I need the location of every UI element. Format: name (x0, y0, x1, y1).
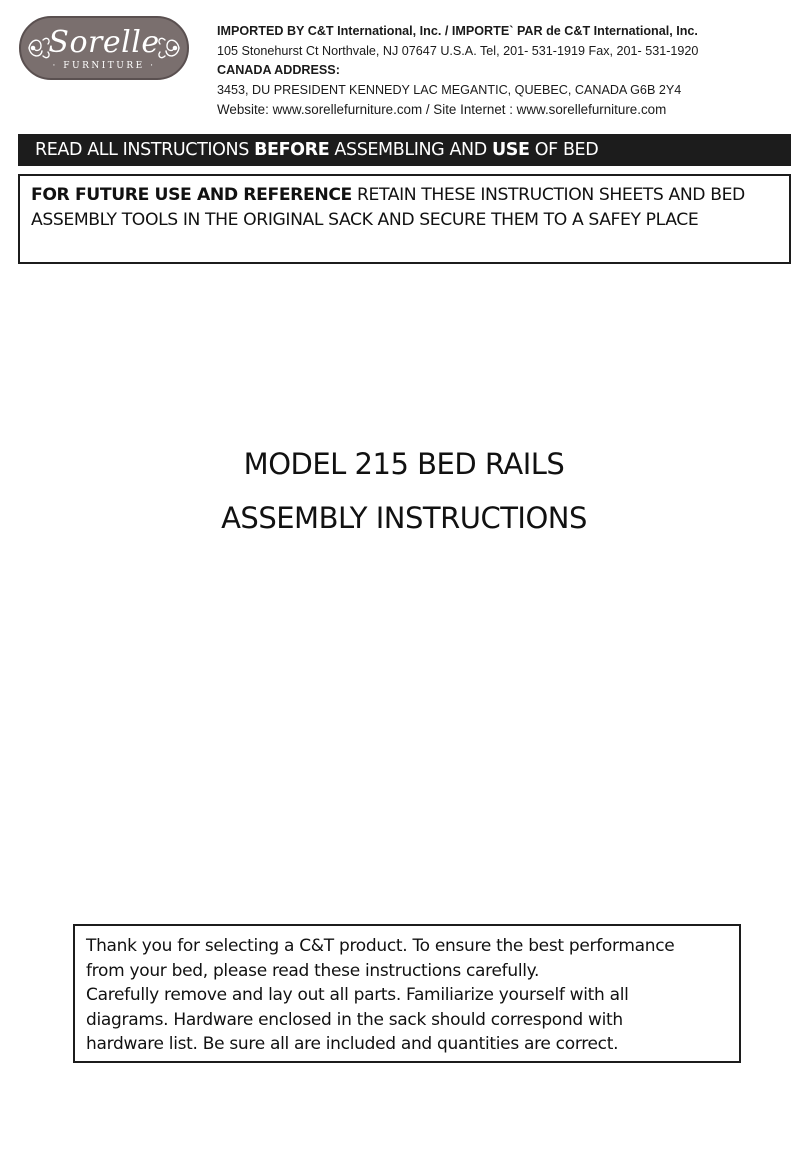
thanks-line: Carefully remove and lay out all parts. Familiarize yourself with all (86, 985, 629, 1005)
us-address-line: 105 Stonehurst Ct Northvale, NJ 07647 U.S.A. Tel, 201- 531-1919 Fax, 201- 531-1920 (217, 43, 699, 58)
sorelle-logo (19, 16, 189, 80)
website-line: Website: www.sorellefurniture.com / Site Internet : www.sorellefurniture.com (217, 102, 667, 118)
canada-address-heading: CANADA ADDRESS: (217, 63, 340, 78)
reference-notice-box (18, 174, 791, 264)
document-title: MODEL 215 BED RAILS (243, 447, 565, 481)
logo-name: Sorelle (48, 25, 160, 60)
thanks-line: diagrams. Hardware enclosed in the sack should correspond with (86, 1009, 623, 1030)
thanks-line: Thank you for selecting a C&T product. To ensure the best performance (86, 936, 675, 956)
document-subtitle: ASSEMBLY INSTRUCTIONS (221, 501, 587, 535)
thank-you-notice-box (73, 924, 741, 1063)
banner-bold-use: USE (492, 140, 530, 160)
thanks-line: from your bed, please read these instructions carefully. (86, 960, 540, 981)
banner-text-1: READ ALL INSTRUCTIONS (35, 140, 255, 160)
read-instructions-banner (18, 134, 791, 166)
canada-address-line: 3453, DU PRESIDENT KENNEDY LAC MEGANTIC, QUEBEC, CANADA G6B 2Y4 (217, 82, 682, 97)
importer-line: IMPORTED BY C&T International, Inc. / IMPORTE` PAR de C&T International, Inc. (217, 24, 698, 38)
reference-bold: FOR FUTURE USE AND REFERENCE (31, 185, 352, 205)
banner-text-3: OF BED (529, 140, 599, 160)
banner-text-2: ASSEMBLING AND (329, 140, 492, 160)
importer-info (217, 22, 797, 120)
reference-text: RETAIN THESE INSTRUCTION SHEETS AND BED ASSEMBLY TOOLS IN THE ORIGINAL SACK AND SECURE THEM TO A SAFEY PLACE (31, 185, 745, 230)
thanks-line: hardware list. Be sure all are included and quantities are correct. (86, 1034, 619, 1054)
logo-subtitle: · FURNITURE · (52, 61, 156, 71)
banner-bold-before: BEFORE (254, 140, 330, 160)
